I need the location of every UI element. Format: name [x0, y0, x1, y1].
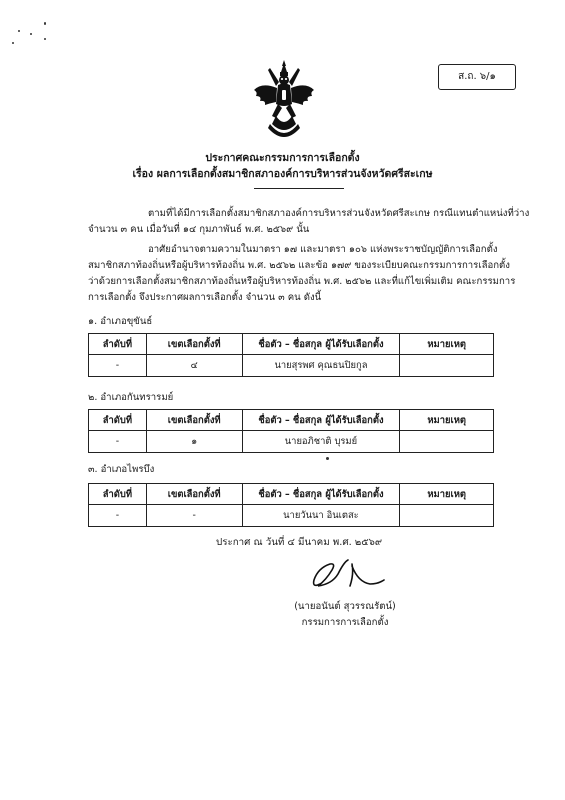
scan-speck [30, 33, 32, 35]
header-name: ชื่อตัว – ชื่อสกุล ผู้ได้รับเลือกตั้ง [242, 334, 400, 355]
title-divider [254, 188, 344, 189]
paragraph-2-line-3: ว่าด้วยการเลือกตั้งสมาชิกสภาท้องถิ่นหรือผู้บริหารท้องถิ่น พ.ศ. ๒๕๖๒ และที่แก้ไขเพิ่มเติม คณะกรรมการ [88, 276, 516, 287]
paragraph-2-line-1: อาศัยอำนาจตามความในมาตรา ๑๗ และมาตรา ๑๐๖ แห่งพระราชบัญญัติการเลือกตั้ง [148, 244, 498, 255]
header-name: ชื่อตัว – ชื่อสกุล ผู้ได้รับเลือกตั้ง [242, 410, 400, 431]
title-block [0, 150, 565, 182]
cell-constituency: - [146, 505, 242, 527]
header-name: ชื่อตัว – ชื่อสกุล ผู้ได้รับเลือกตั้ง [242, 484, 400, 505]
paragraph-2-line-2: สมาชิกสภาท้องถิ่นหรือผู้บริหารท้องถิ่น พ.ศ. ๒๕๖๒ และข้อ ๑๗๙ ของระเบียบคณะกรรมการการเลือกตั้ง [88, 260, 510, 271]
table-row [89, 505, 494, 527]
district-heading-2: ๒. อำเภอกันทรารมย์ [88, 392, 174, 403]
header-order: ลำดับที่ [89, 334, 147, 355]
cell-remark [400, 355, 494, 377]
signer-name: (นายอนันต์ สุวรรณรัตน์) [294, 601, 396, 612]
header-constituency: เขตเลือกตั้งที่ [146, 484, 242, 505]
scan-speck [18, 30, 20, 32]
scan-speck [326, 457, 329, 460]
results-table-2 [88, 409, 494, 453]
results-table-1 [88, 333, 494, 377]
document-code: ส.ถ. ๖/๑ [458, 71, 496, 82]
cell-constituency: ๑ [146, 431, 242, 453]
signature-icon [308, 554, 388, 592]
title-subject: เรื่อง ผลการเลือกตั้งสมาชิกสภาองค์การบริหารส่วนจังหวัดศรีสะเกษ [132, 168, 433, 180]
table-row [89, 431, 494, 453]
header-order: ลำดับที่ [89, 410, 147, 431]
cell-name: นายสุรพศ คุณธนปิยกูล [242, 355, 400, 377]
header-order: ลำดับที่ [89, 484, 147, 505]
signer-title: กรรมการการเลือกตั้ง [301, 617, 389, 628]
table-header-row [89, 410, 494, 431]
paragraph-1-line-2: จำนวน ๓ คน เมื่อวันที่ ๑๔ กุมภาพันธ์ พ.ศ. ๒๕๖๙ นั้น [88, 224, 310, 235]
cell-constituency: ๔ [146, 355, 242, 377]
district-heading-3: ๓. อำเภอไพรบึง [88, 464, 155, 475]
garuda-emblem-icon [252, 58, 316, 142]
cell-order: - [89, 431, 147, 453]
cell-name: นายอภิชาติ บุรมย์ [242, 431, 400, 453]
cell-order: - [89, 505, 147, 527]
table-row [89, 355, 494, 377]
results-table-3 [88, 483, 494, 527]
paragraph-2-line-4: การเลือกตั้ง จึงประกาศผลการเลือกตั้ง จำนวน ๓ คน ดังนี้ [88, 292, 322, 303]
document-code-box [438, 64, 516, 90]
table-header-row [89, 484, 494, 505]
header-remark: หมายเหตุ [400, 410, 494, 431]
table-header-row [89, 334, 494, 355]
paragraph-1-line-1: ตามที่ได้มีการเลือกตั้งสมาชิกสภาองค์การบริหารส่วนจังหวัดศรีสะเกษ กรณีแทนตำแหน่งที่ว่าง [148, 208, 530, 219]
cell-name: นายวันนา อินเตสะ [242, 505, 400, 527]
header-constituency: เขตเลือกตั้งที่ [146, 410, 242, 431]
header-remark: หมายเหตุ [400, 484, 494, 505]
cell-remark [400, 431, 494, 453]
scan-speck [44, 22, 46, 25]
title-heading: ประกาศคณะกรรมการการเลือกตั้ง [205, 152, 360, 164]
header-constituency: เขตเลือกตั้งที่ [146, 334, 242, 355]
cell-remark [400, 505, 494, 527]
scan-speck [44, 38, 46, 40]
announcement-date: ประกาศ ณ วันที่ ๔ มีนาคม พ.ศ. ๒๕๖๙ [216, 537, 383, 548]
header-remark: หมายเหตุ [400, 334, 494, 355]
scan-speck [12, 42, 14, 44]
district-heading-1: ๑. อำเภอขุขันธ์ [88, 316, 153, 327]
cell-order: - [89, 355, 147, 377]
